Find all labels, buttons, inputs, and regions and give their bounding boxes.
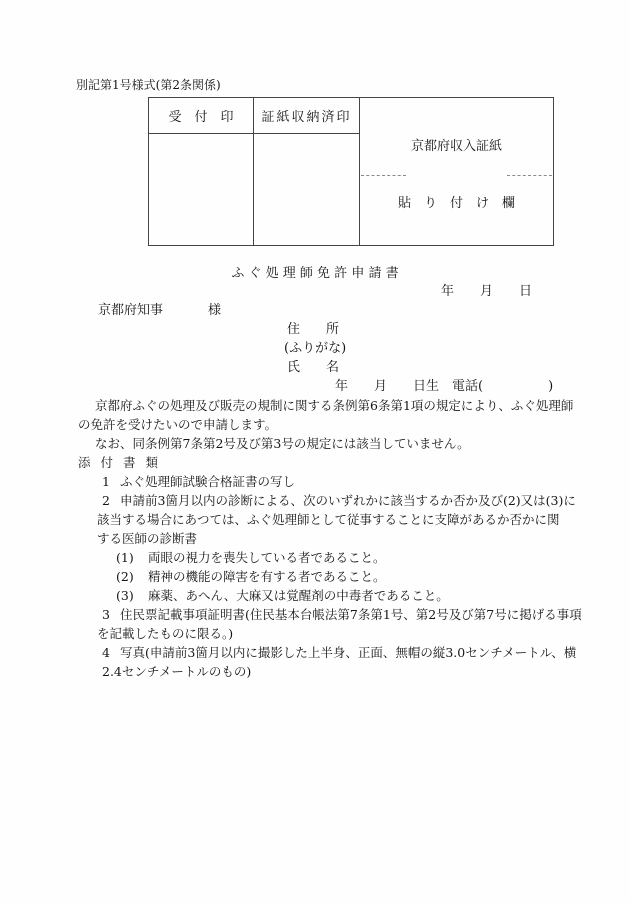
attachment-item-4-text-line1: 写真(申請前3箇月以内に撮影した上半身、正面、無帽の縦3.0センチメートル、横 <box>120 645 577 660</box>
attachment-item-2-sub-2 <box>78 567 564 586</box>
paste-area-label-line2: 貼 り 付 け 欄 <box>397 195 515 211</box>
addressee-honorific: 様 <box>208 303 222 318</box>
attachment-item-2-text-line2: 該当する場合にあつては、ふぐ処理師として従事することに支障があるか否かに関 <box>97 512 560 527</box>
body-paragraph1-line1: 京都府ふぐの処理及び販売の規制に関する条例第6条第1項の規定により、ふぐ処理師 <box>95 398 574 413</box>
birthdate-phone-line: 年 月 日生 電話( ) <box>335 379 554 394</box>
attachment-item-2-sub-1-number: (1) <box>116 550 134 565</box>
attachment-item-2-sub-2-text: 精神の機能の障害を有する者であること。 <box>148 569 386 584</box>
attachment-item-2-sub-3-text: 麻薬、あへん、大麻又は覚醒剤の中毒者であること。 <box>148 588 449 603</box>
stamp-table <box>148 97 554 246</box>
furigana-field-label: (ふりがな) <box>284 341 347 356</box>
addressee-name: 京都府知事 <box>98 303 164 318</box>
paste-area-label-line1: 京都府収入証紙 <box>410 138 502 154</box>
attachment-item-2-sub-3-number: (3) <box>116 588 134 603</box>
certificate-stamp-cell <box>254 98 360 245</box>
attachments-heading: 添付書類 <box>78 455 169 470</box>
attachment-item-4-number: 4 <box>102 645 110 660</box>
attachment-item-1 <box>78 472 564 491</box>
certificate-stamp-label: 証紙収納済印 <box>254 98 359 134</box>
reception-stamp-label: 受 付 印 <box>149 98 253 134</box>
attachment-item-4-text-line2: 2.4センチメートルのもの) <box>102 664 252 679</box>
attachment-item-1-text: ふぐ処理師試験合格証書の写し <box>120 474 296 489</box>
paste-area-label <box>398 99 515 251</box>
body-paragraph2: なお、同条例第7条第2号及び第3号の規定には該当していません。 <box>95 436 470 451</box>
attachment-item-2-sub-3 <box>78 586 564 605</box>
attachment-item-3 <box>78 605 582 624</box>
attachment-item-2-sub-1-text: 両眼の視力を喪失している者であること。 <box>148 550 386 565</box>
attachment-item-2-text-line1: 申請前3箇月以内の診断による、次のいずれかに該当するか否か及び(2)又は(3)に <box>120 493 576 508</box>
address-field-label: 住 所 <box>287 322 340 337</box>
attachment-item-2 <box>78 491 576 510</box>
reception-stamp-cell <box>149 98 254 245</box>
attachment-item-3-text-line1: 住民票記載事項証明書(住民基本台帳法第7条第1号、第2号及び第7号に掲げる事項 <box>120 607 582 622</box>
attachment-item-2-number: 2 <box>102 493 110 508</box>
attachment-item-3-text-line2: を記載したものに限る。) <box>97 626 234 641</box>
document-title: ふ ぐ 処 理 師 免 許 申 請 書 <box>231 266 399 281</box>
attachment-item-2-text-line3: する医師の診断書 <box>97 531 198 546</box>
attachment-item-2-sub-1 <box>78 548 564 567</box>
revenue-stamp-paste-area <box>360 98 553 245</box>
form-style-label: 別記第1号様式(第2条関係) <box>76 78 221 92</box>
body-paragraph1-line2: の免許を受けたいので申請します。 <box>78 417 278 432</box>
date-line: 年 月 日 <box>441 284 533 299</box>
attachment-item-1-number: 1 <box>102 474 110 489</box>
attachment-item-4 <box>78 643 577 662</box>
attachment-item-3-number: 3 <box>102 607 110 622</box>
attachment-item-2-sub-2-number: (2) <box>116 569 134 584</box>
name-field-label: 氏 名 <box>287 360 340 375</box>
